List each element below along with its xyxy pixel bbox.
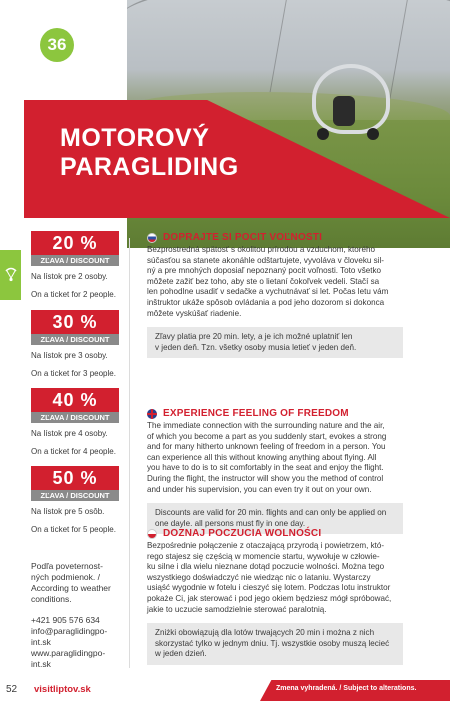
body-line: pokaże Ci, jak sterować i pod jego okiem będziesz mógł spróbować, [147,593,392,603]
discount-note [147,623,403,665]
section-polish [147,528,403,665]
section-heading [147,408,403,419]
section-heading-text: DOPRAJTE SI POCIT VOĽNOSTI [163,232,323,243]
note-line: one dayle. all persons must fly in one day. [155,518,306,528]
website-line[interactable]: www.paraglidingpo- [31,648,106,658]
discount-text-en: On a ticket for 2 people. [31,290,116,299]
body-line: you have to do is to sit comfortably in the seat and enjoy the flight. [147,463,384,473]
footer-website-link[interactable]: visitliptov.sk [34,684,91,695]
weather-line: conditions. [31,594,72,604]
website-line[interactable]: int.sk [31,659,51,669]
discount-label: ZĽAVA / DISCOUNT [31,255,119,266]
uk-flag-icon [147,409,157,419]
body-line: and under his supervision, you can even try it out on your own. [147,484,372,494]
weather-line: According to weather [31,583,111,593]
section-body [147,245,403,319]
contact-info [31,615,119,670]
section-body [147,541,403,615]
body-line: usiąść wygodnie w fotelu i cieszyć się lotem. Podczas lotu instruktor [147,583,391,593]
body-line: and for many hitherto unknown feeling of freedom in a person. You [147,442,386,452]
body-line: can experience all this without knowing anything about flying. All [147,452,377,462]
discount-percent: 50 % [31,466,119,490]
discount-block-40 [31,388,119,456]
discount-text-sk: Na lístok pre 2 osoby. [31,272,108,281]
discount-text-en: On a ticket for 3 people. [31,369,116,378]
body-line: súčasťou sa stanete akonáhle odštartujete, vyvoláva v človeku sil- [147,255,384,265]
paramotor-pilot [333,96,355,126]
discount-note [147,327,403,358]
email-line[interactable]: info@paraglidingpo- [31,626,108,636]
body-line: môžete vyskúšať riadenie. [147,308,242,318]
email-line[interactable]: int.sk [31,637,51,647]
paraglider-icon-glyph [5,267,17,283]
paraglider-icon [0,250,21,300]
section-english [147,408,403,534]
note-line: Discounts are valid for 20 min. flights and can only be applied on [155,508,387,518]
note-line: v jeden deň. Tzn. všetky osoby musia letieť v jeden deň. [155,342,357,352]
note-line: w jeden dzień. [155,649,207,659]
note-line: Zniżki obowiązują dla lotów trwających 20 min i można z nich [155,628,375,638]
page-title [60,124,239,182]
body-line: During the flight, the instructor will show you the method of control [147,473,384,483]
paramotor-wheel [317,128,329,140]
weather-note [31,561,119,605]
body-line: môžete zažiť bez toho, aby ste o lietaní čokoľvek vedeli. Stačí sa [147,276,380,286]
discount-percent: 40 % [31,388,119,412]
column-divider [129,238,130,668]
page-number-badge: 36 [40,28,74,62]
discount-block-50 [31,466,119,534]
note-line: Zľavy platia pre 20 min. lety, a je ich možné uplatniť len [155,332,353,342]
section-heading-text: EXPERIENCE FEELING OF FREEDOM [163,408,349,419]
title-line-2: PARAGLIDING [60,153,239,181]
title-line-1: MOTOROVÝ [60,124,210,152]
discount-text-sk: Na lístok pre 5 osôb. [31,507,105,516]
conditions-and-contact [31,561,119,670]
body-line: inštruktor ukáže spôsob ovládania a pod jeho dozorom si dokonca [147,297,385,307]
discount-label: ZĽAVA / DISCOUNT [31,334,119,345]
body-line: wszystkiego doświadczyć nie wiedząc nic o lataniu. Wystarczy [147,572,371,582]
body-line: Bezprostredná spätosť s okolitou prírodou a vzduchom, ktorého [147,245,375,254]
section-heading [147,232,403,243]
body-line: ku silne i dla wielu nieznane dotąd poczucie wolności. Można tego [147,562,385,572]
polish-flag-icon [147,529,157,539]
paramotor-wheel [367,128,379,140]
section-slovak [147,232,403,358]
discount-block-30 [31,310,119,378]
body-line: The immediate connection with the surrounding nature and the air, [147,421,385,430]
body-line: len pohodlne usadiť v sedačke a vychutnávať si let. Počas letu vám [147,287,389,297]
body-line: rego stajesz się częścią w momencie startu, wywołuje w człowie- [147,551,380,561]
footer-notice: Zmena vyhradená. / Subject to alterations. [276,685,417,692]
discount-text-sk: Na lístok pre 3 osoby. [31,351,108,360]
weather-line: ných podmienok. / [31,572,100,582]
body-line: Bezpośrednie połączenie z otaczającą przyrodą i powietrzem, któ- [147,541,385,550]
weather-line: Podľa poveternost- [31,561,103,571]
discount-label: ZĽAVA / DISCOUNT [31,412,119,423]
discount-text-sk: Na lístok pre 4 osoby. [31,429,108,438]
discount-text-en: On a ticket for 4 people. [31,447,116,456]
page-number: 52 [6,684,18,695]
body-line: of which you become a part as you suddenly start, evokes a strong [147,431,387,441]
slovak-flag-icon [147,233,157,243]
body-line: jakie to uczucie samodzielnie sterować paralotnią. [147,604,327,614]
note-line: skorzystać tylko w jednym dniu. Tj. wszystkie osoby muszą lecieć [155,638,390,648]
phone-number[interactable]: +421 905 576 634 [31,615,100,625]
section-heading [147,528,403,539]
discount-label: ZĽAVA / DISCOUNT [31,490,119,501]
section-body [147,421,403,495]
discount-percent: 20 % [31,231,119,255]
discount-block-20 [31,231,119,299]
section-heading-text: DOZNAJ POCZUCIA WOLNOŚCI [163,528,322,539]
discount-text-en: On a ticket for 5 people. [31,525,116,534]
body-line: ný a pre mnohých doposiaľ nepoznaný pocit voľnosti. Toto všetko [147,266,382,276]
discount-percent: 30 % [31,310,119,334]
